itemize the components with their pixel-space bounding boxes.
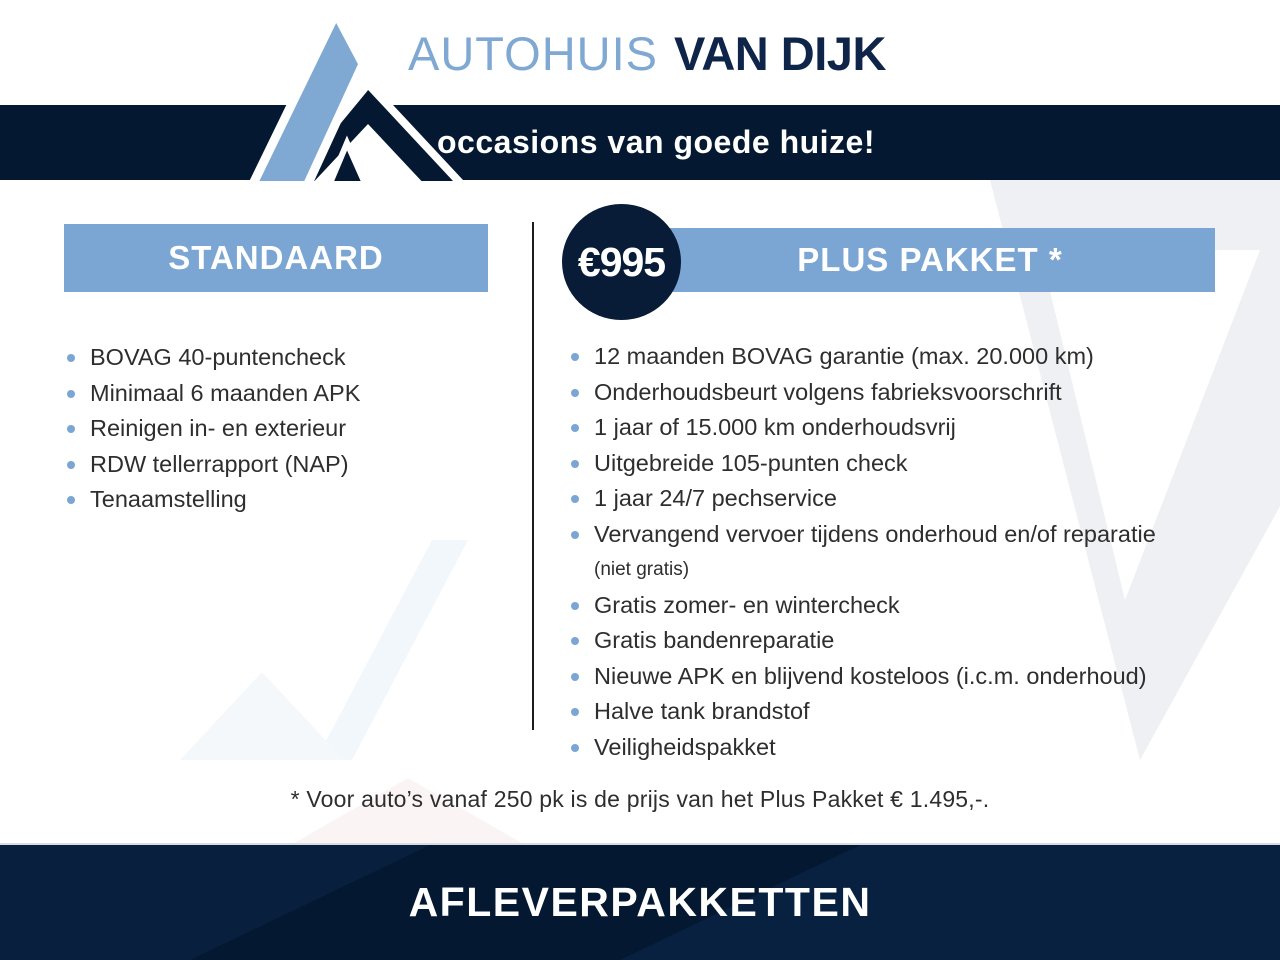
list-item [568,694,1258,730]
brand-name-bold: VAN DIJK [674,27,886,80]
list-item-text: BOVAG 40-puntencheck [90,344,346,370]
list-item [64,482,514,518]
list-item [568,410,1258,446]
bullet-icon [571,353,579,361]
standard-package-list [64,340,514,518]
list-item [64,340,514,376]
bullet-icon [571,708,579,716]
list-item-text: Nieuwe APK en blijvend kosteloos (i.c.m. onderhoud) [594,662,1147,689]
bullet-icon [571,460,579,468]
list-item-text: Tenaamstelling [90,486,247,512]
list-item [568,659,1258,695]
list-item-text: Halve tank brandstof [594,698,810,724]
plus-package-header [645,228,1215,292]
plus-package-title: PLUS PAKKET * [797,241,1063,278]
bullet-icon [67,390,75,398]
list-item [568,375,1258,411]
list-item-text: Gratis zomer- en wintercheck [594,591,900,618]
plus-package-list [568,339,1258,765]
price-badge-value: €995 [577,238,666,285]
standard-package-header [64,224,488,292]
brand-tagline: occasions van goede huize! [437,124,875,160]
list-item-text: Gratis bandenreparatie [594,627,835,653]
list-item [568,517,1258,588]
list-item [64,447,514,483]
list-item-text: Minimaal 6 maanden APK [90,379,361,406]
list-item [64,411,514,447]
list-item-text: 1 jaar of 15.000 km onderhoudsvrij [594,414,956,440]
list-item [568,481,1258,517]
banner-title: AFLEVERPAKKETTEN [408,879,872,925]
bottom-banner [0,845,1280,960]
column-divider [532,222,534,730]
footnote: * Voor auto’s vanaf 250 pk is de prijs van het Plus Pakket € 1.495,-. [290,786,990,812]
list-item-text: Veiligheidspakket [594,733,776,760]
bullet-icon [571,495,579,503]
list-item [568,588,1258,624]
list-item-text: Uitgebreide 105-punten check [594,449,908,476]
bullet-icon [571,744,579,752]
list-item-note: (niet gratis) [594,559,690,580]
list-item-text: 12 maanden BOVAG garantie (max. 20.000 km) [594,343,1094,369]
list-item-text: RDW tellerrapport (NAP) [90,450,349,477]
list-item [568,623,1258,659]
bullet-icon [571,602,579,610]
list-item [568,339,1258,375]
bullet-icon [571,389,579,397]
brand-name-light: AUTOHUIS [408,27,658,80]
list-item-text: Reinigen in- en exterieur [90,415,347,441]
list-item [568,446,1258,482]
list-item [64,376,514,412]
bullet-icon [571,531,579,539]
list-item-text: Vervangend vervoer tijdens onderhoud en/of reparatie [594,520,1156,547]
bullet-icon [571,673,579,681]
bullet-icon [67,496,75,504]
van-dijk-a-logo-icon [0,0,470,181]
bullet-icon [67,425,75,433]
list-item-text: 1 jaar 24/7 pechservice [594,485,837,511]
brand-title [408,26,886,81]
bullet-icon [571,637,579,645]
bullet-icon [67,354,75,362]
bullet-icon [67,461,75,469]
list-item-text: Onderhoudsbeurt volgens fabrieksvoorschrift [594,378,1062,405]
list-item [568,730,1258,766]
bullet-icon [571,424,579,432]
price-badge [562,204,681,320]
standard-package-title: STANDAARD [168,239,384,276]
